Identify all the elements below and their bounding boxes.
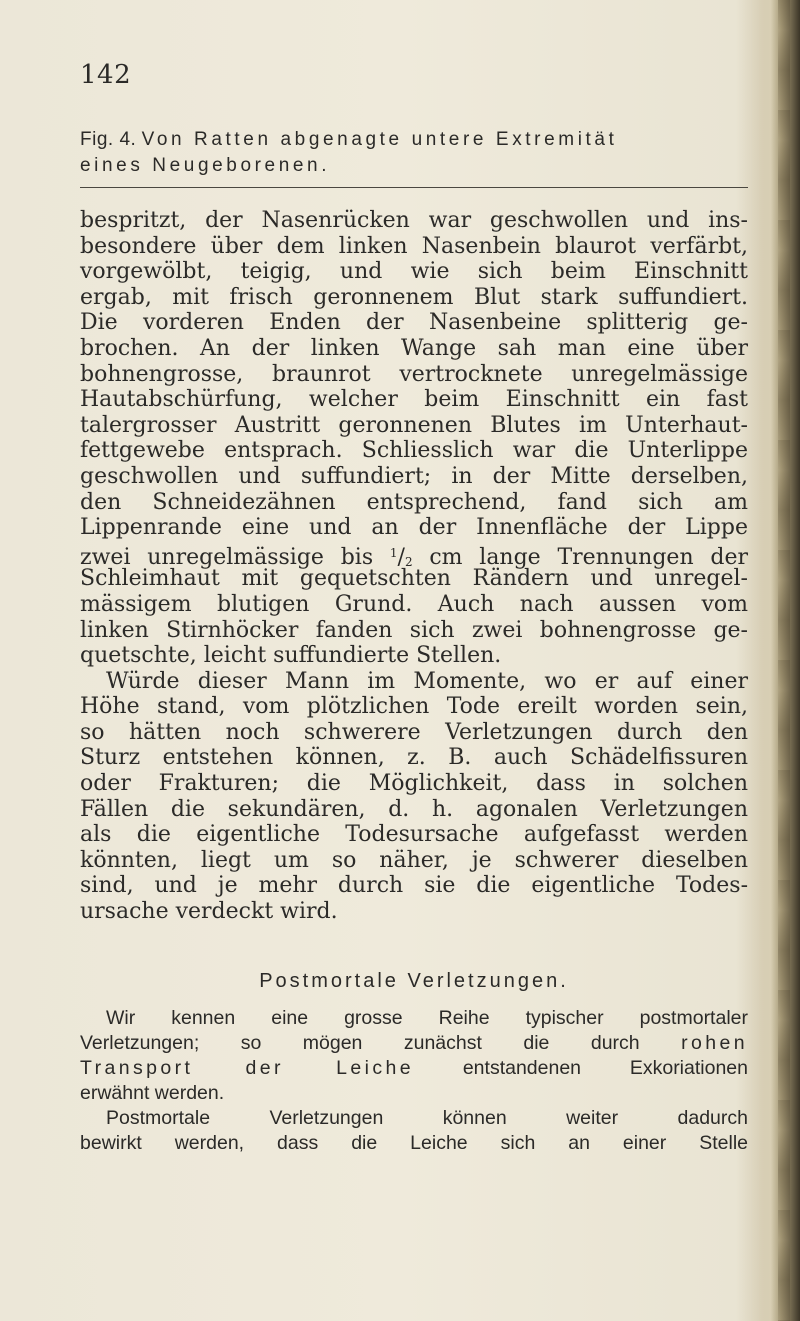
text-line xyxy=(80,1031,748,1056)
text-line: könnten, liegt um so näher, je schwerer dieselben xyxy=(80,847,748,873)
text-line: Wir kennen eine grosse Reihe typischer postmortaler xyxy=(106,1007,748,1029)
text-line: Sturz entstehen können, z. B. auch Schädelfissuren xyxy=(80,745,748,771)
text-line: Lippenrande eine und an der Innenfläche der Lippe xyxy=(80,515,748,541)
text-line: Höhe stand, vom plötzlichen Tode ereilt worden sein, xyxy=(80,694,748,720)
figure-caption xyxy=(80,127,750,179)
figure-label: Fig. 4. xyxy=(80,129,137,150)
text-line: ursache verdeckt wird. xyxy=(80,899,338,925)
figure-title-line-2: eines Neugeborenen. xyxy=(80,155,331,176)
text-line: besondere über dem linken Nasenbein blaurot verfärbt, xyxy=(80,233,748,259)
text-line: Hautabschürfung, welcher beim Einschnitt ein fast xyxy=(80,387,748,413)
text-line: geschwollen und suffundiert; in der Mitte derselben, xyxy=(80,463,748,489)
caption-divider xyxy=(80,187,748,188)
text-line: mässigem blutigen Grund. Auch nach aussen vom xyxy=(80,591,748,617)
text-line: oder Frakturen; die Möglichkeit, dass in solchen xyxy=(80,771,748,797)
fraction-line-before: zwei unregelmässige bis xyxy=(80,544,390,570)
spaced-phrase: Transport der Leiche xyxy=(80,1057,415,1079)
text-line: bewirkt werden, dass die Leiche sich an einer Stelle xyxy=(80,1132,748,1154)
text-line: Postmortale Verletzungen können weiter dadurch xyxy=(106,1107,748,1129)
section-heading: Postmortale Verletzungen. xyxy=(259,970,569,992)
fraction-line-after: cm lange Trennungen der xyxy=(412,544,748,570)
text-line: ergab, mit frisch geronnenem Blut stark suffundiert. xyxy=(80,284,748,310)
main-text xyxy=(80,208,748,925)
text-line: fettgewebe entsprach. Schliesslich war die Unterlippe xyxy=(80,438,748,464)
text-line: linken Stirnhöcker fanden sich zwei bohnengrosse ge- xyxy=(80,617,748,643)
text-line: Die vorderen Enden der Nasenbeine splitterig ge- xyxy=(80,310,748,336)
text-line: so hätten noch schwerere Verletzungen durch den xyxy=(80,719,748,745)
fraction-numerator: 1 xyxy=(389,545,398,560)
text-line: sind, und je mehr durch sie die eigentliche Todes- xyxy=(80,873,748,899)
text-line-fraction: zwei unregelmässige bis $^1/_2$ cm lange Trennungen der xyxy=(80,544,748,570)
text-line xyxy=(80,1056,748,1081)
text-line: bespritzt, der Nasenrücken war geschwollen und ins- xyxy=(80,208,748,233)
text-line: brochen. An der linken Wange sah man eine über xyxy=(80,335,748,361)
page-number: 142 xyxy=(80,60,132,90)
text-line: bohnengrosse, braunrot vertrocknete unregelmässige xyxy=(80,361,748,387)
lower-text xyxy=(80,1006,748,1156)
text-line: den Schneidezähnen entsprechend, fand sich am xyxy=(80,489,748,515)
text-line: Schleimhaut mit gequetschten Rändern und unregel- xyxy=(80,566,748,592)
spaced-word: rohen xyxy=(681,1032,748,1054)
text-line: als die eigentliche Todesursache aufgefasst werden xyxy=(80,822,748,848)
page-edge-texture xyxy=(778,0,790,1321)
text-line: Fällen die sekundären, d. h. agonalen Verletzungen xyxy=(80,796,748,822)
text-segment: entstandenen Exkoriationen xyxy=(414,1057,748,1079)
text-line: erwähnt werden. xyxy=(80,1082,225,1104)
figure-title-line-1: Von Ratten abgenagte untere Extremität xyxy=(141,129,618,150)
text-line: Würde dieser Mann im Momente, wo er auf einer xyxy=(106,668,748,694)
text-line: quetschte, leicht suffundierte Stellen. xyxy=(80,643,502,669)
text-segment: Verletzungen; so mögen zunächst die durch xyxy=(80,1032,682,1054)
fraction-denominator: 2 xyxy=(404,554,413,569)
text-line: talergrosser Austritt geronnenen Blutes im Unterhaut- xyxy=(80,412,748,438)
text-line: vorgewölbt, teigig, und wie sich beim Einschnitt xyxy=(80,259,748,285)
